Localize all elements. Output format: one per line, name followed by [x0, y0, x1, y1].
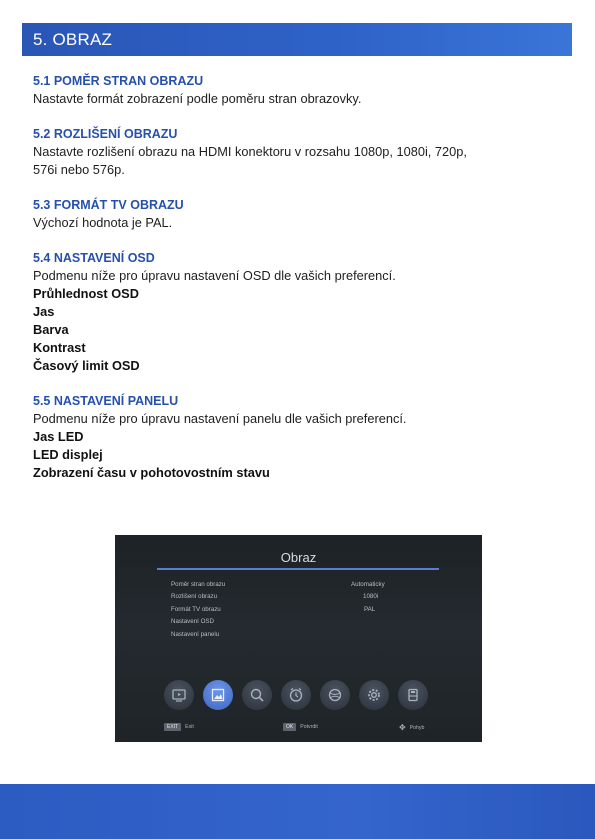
globe-icon[interactable] — [320, 680, 350, 710]
tv-menu-item[interactable] — [171, 603, 431, 616]
move-hint — [399, 723, 424, 732]
section-title: 5.5 NASTAVENÍ PANELU — [33, 394, 179, 408]
section-title: 5.1 POMĚR STRAN OBRAZU — [33, 74, 204, 88]
move-arrows-icon: ✥ — [399, 723, 406, 732]
tv-icon-bar — [164, 680, 428, 710]
content — [33, 72, 553, 499]
ok-label: Potvrdit — [300, 724, 318, 730]
submenu-item: LED displej — [33, 447, 103, 462]
section-5-1 — [33, 72, 553, 108]
section-text: Podmenu níže pro úpravu nastavení panelu dle vašich preferencí. — [33, 411, 407, 426]
section-text: Nastavte formát zobrazení podle poměru stran obrazovky. — [33, 91, 362, 106]
tv-menu-item[interactable] — [171, 616, 431, 629]
menu-item-label: Rozlišení obrazu — [171, 593, 218, 601]
section-5-5 — [33, 392, 553, 482]
section-5-4 — [33, 249, 553, 375]
tv-menu-item[interactable] — [171, 591, 431, 604]
submenu-item: Barva — [33, 322, 69, 337]
section-title: 5.2 ROZLIŠENÍ OBRAZU — [33, 127, 178, 141]
submenu-item: Časový limit OSD — [33, 358, 140, 373]
exit-hint — [164, 723, 194, 731]
ok-key: OK — [283, 723, 296, 731]
tv-menu-title: Obraz — [280, 550, 317, 565]
menu-item-label: Poměr stran obrazu — [171, 580, 226, 588]
submenu-item: Zobrazení času v pohotovostním stavu — [33, 465, 270, 480]
ok-hint — [283, 723, 318, 731]
search-icon[interactable] — [242, 680, 272, 710]
section-text: Podmenu níže pro úpravu nastavení OSD dle vašich preferencí. — [33, 268, 396, 283]
menu-item-label: Nastavení OSD — [171, 618, 214, 626]
storage-icon[interactable] — [398, 680, 428, 710]
section-text: Výchozí hodnota je PAL. — [33, 215, 173, 230]
menu-item-value: 1080i — [363, 593, 379, 601]
tv-menu-list — [171, 578, 431, 641]
title-divider — [157, 568, 439, 570]
menu-item-label: Nastavení panelu — [171, 630, 220, 638]
header-bar — [22, 23, 572, 56]
section-5-2 — [33, 125, 553, 179]
tv-icon[interactable] — [164, 680, 194, 710]
section-title: 5.3 FORMÁT TV OBRAZU — [33, 198, 184, 212]
tv-menu-item[interactable] — [171, 578, 431, 591]
menu-item-label: Formát TV obrazu — [171, 605, 221, 613]
move-label: Pohyb — [409, 724, 425, 731]
submenu-item: Průhlednost OSD — [33, 286, 139, 301]
submenu-item: Kontrast — [33, 340, 86, 355]
submenu-item: Jas — [33, 304, 55, 319]
menu-item-value: Automaticky — [351, 580, 385, 588]
exit-key: EXIT — [164, 723, 181, 731]
clock-icon[interactable] — [281, 680, 311, 710]
footer-bar — [0, 784, 595, 839]
picture-icon[interactable] — [203, 680, 233, 710]
section-title: 5.4 NASTAVENÍ OSD — [33, 251, 155, 265]
page-title: 5. OBRAZ — [33, 29, 113, 49]
submenu-item: Jas LED — [33, 429, 84, 444]
settings-icon[interactable] — [359, 680, 389, 710]
section-5-3 — [33, 196, 553, 232]
tv-menu-item[interactable] — [171, 628, 431, 641]
section-text: Nastavte rozlišení obrazu na HDMI konektoru v rozsahu 1080p, 1080i, 720p, — [33, 144, 467, 159]
tv-screenshot — [115, 535, 482, 742]
section-text: 576i nebo 576p. — [33, 162, 125, 177]
exit-label: Exit — [185, 724, 194, 730]
menu-item-value: PAL — [364, 605, 376, 613]
